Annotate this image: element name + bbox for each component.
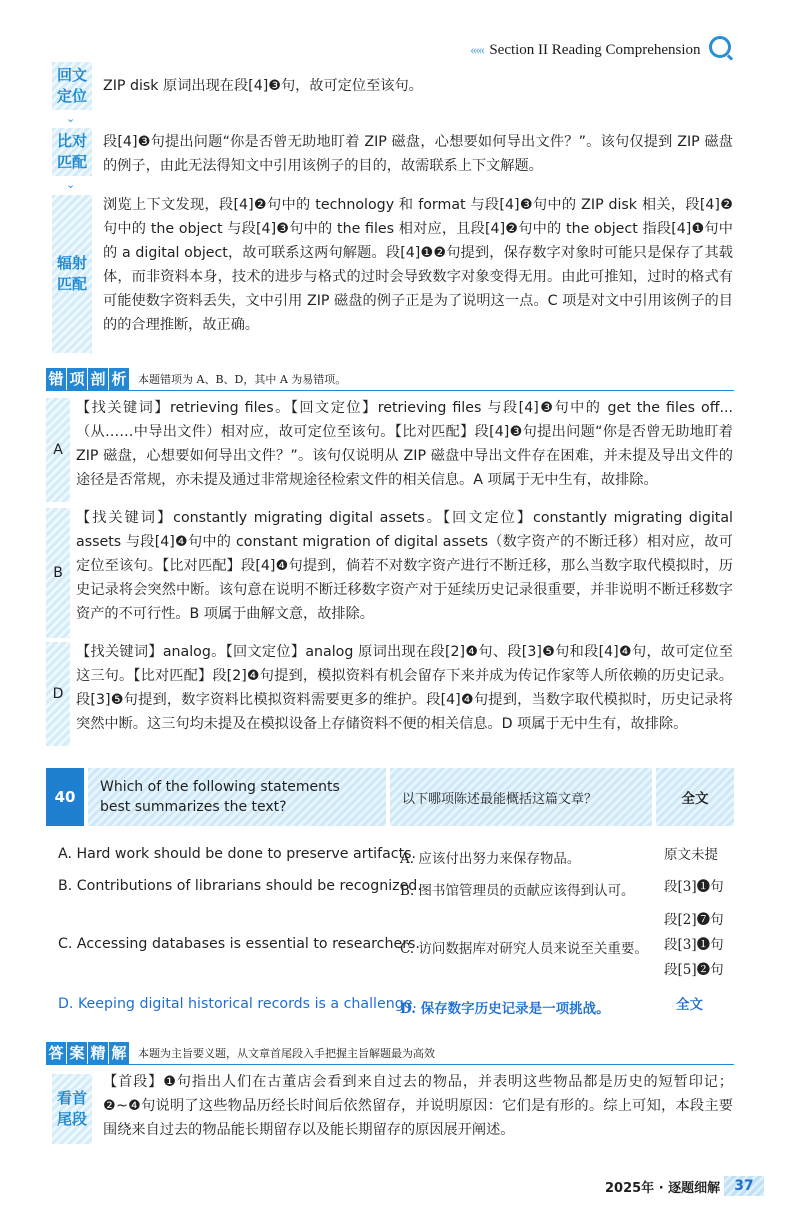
question-en-text: Which of the following statements best summarizes the text?	[100, 779, 340, 815]
answer-title-char: 案	[67, 1042, 87, 1064]
answer-title-char: 精	[88, 1042, 108, 1064]
compare-text: 段[4]❸句提出问题“你是否曾无助地盯着 ZIP 磁盘，心想要如何导出文件？”。该句仅提到 ZIP 磁盘的例子，由此无法得知文中引用该例子的目的，故需联系上下文解题。	[103, 134, 733, 174]
answer-section-header	[46, 1042, 435, 1064]
option-a-en: A. Hard work should be done to preserve artifacts.	[58, 846, 417, 862]
page-number: 37	[724, 1176, 763, 1196]
option-b-source: 段[3]❶句	[664, 879, 724, 895]
first-paragraph-analysis: 【首段】❶句指出人们在古董店会看到来自过去的物品，并表明这些物品都是历史的短暂印记；❷~❹句说明了这些物品历经长时间后依然留存，并说明原因：它们是有形的。综上可知，本段主要围绕来自过去的物品能长期留存以及能长期留存的原因展开阐述。	[103, 1074, 733, 1138]
error-title-char: 剖	[88, 368, 108, 390]
option-d-en-correct: D. Keeping digital historical records is a challenge.	[58, 996, 417, 1012]
option-c-source-1: 段[2]❼句	[664, 912, 724, 928]
error-title-char: 项	[67, 368, 87, 390]
option-b-cn: B. 图书馆管理员的贡献应该得到认可。	[400, 883, 635, 899]
locate-text: ZIP disk 原词出现在段[4]❸句，故可定位至该句。	[103, 78, 423, 94]
chevron-down-icon: ⌄	[66, 112, 76, 125]
tag-locate: 回文定位	[52, 62, 92, 110]
option-c-source-2: 段[3]❶句	[664, 937, 724, 953]
page-footer	[605, 1176, 764, 1196]
tag-skim: 看首尾段	[52, 1074, 92, 1144]
option-d-analysis: 【找关键词】analog。【回文定位】analog 原词出现在段[2]❹句、段[3]❺句和段[4]❹句，故可定位至这三句。【比对匹配】段[2]❹句提到，模拟资料有机会留存下来并成为传记作家等人所依赖的历史记录。段[3]❺句提到，数字资料比模拟资料需要更多的维护。段[4]❹句提到，当数字取代模拟时，历史记录将突然中断。这三句均未提及在模拟设备上存储资料不便的相关信息。D 项属于无中生有，故排除。	[76, 644, 733, 732]
running-header	[470, 36, 790, 60]
chevron-down-icon: ⌄	[66, 178, 76, 191]
option-label-a: A	[46, 398, 70, 502]
answer-title-char: 解	[109, 1042, 129, 1064]
question-scope	[656, 768, 734, 826]
question-en	[88, 768, 386, 826]
option-c-en: C. Accessing databases is essential to researchers.	[58, 936, 420, 952]
option-d-source: 全文	[676, 997, 703, 1013]
error-title-char: 析	[109, 368, 129, 390]
answer-title-char: 答	[46, 1042, 66, 1064]
section-title: Section II Reading Comprehension	[489, 42, 701, 58]
divider	[46, 1064, 734, 1065]
option-a-analysis: 【找关键词】retrieving files。【回文定位】retrieving files 与段[4]❸句中的 get the files off...（从……中导出文件）相对应，故可定位至该句。【比对匹配】段[4]❸句提出问题“你是否曾无助地盯着 ZIP 磁盘，心想要如何导出文件？”。该句仅说明从 ZIP 磁盘中导出文件存在困难，并未提及导出文件的途径是否常规，亦未提及通过非常规途径检索文件的相关信息。A 项属于无中生有，故排除。	[76, 400, 733, 488]
option-a-source: 原文未提	[664, 847, 718, 863]
tag-compare: 比对匹配	[52, 128, 92, 176]
option-c-source-3: 段[5]❷句	[664, 962, 724, 978]
option-d-cn-correct: D. 保存数字历史记录是一项挑战。	[400, 1001, 610, 1017]
arrows-icon: ‹‹‹‹‹	[470, 43, 484, 58]
search-logo-icon	[709, 36, 731, 58]
question-scope-text: 全文	[681, 791, 709, 807]
tag-radiate: 辐射匹配	[52, 195, 92, 353]
question-cn	[390, 768, 652, 826]
option-label-d: D	[46, 642, 70, 746]
question-cn-text: 以下哪项陈述最能概括这篇文章？	[402, 791, 598, 807]
footer-label: 2025年 · 逐题细解	[605, 1180, 721, 1196]
option-a-cn: A. 应该付出努力来保存物品。	[400, 851, 581, 867]
error-section-header	[46, 368, 346, 390]
error-section-note: 本题错项为 A、B、D，其中 A 为易错项。	[138, 373, 347, 386]
radiate-text: 浏览上下文发现，段[4]❷句中的 technology 和 format 与段[4]❸句中的 ZIP disk 相关，段[4]❷句中的 the object 与段[4]❸句中的 the files 相对应，且段[4]❷句中的 the object 指段[4]❶句中的 a digital object，故可联系这两句解题。段[4]❶❷句提到，保存数字对象时可能只是保存了其载体，而非资料本身，技术的进步与格式的过时会导致数字对象变得无用。由此可推知，过时的格式有可能使数字资料丢失，文中引用 ZIP 磁盘的例子正是为了说明这一点。C 项是对文中引用该例子的目的的合理推断，故正确。	[103, 197, 733, 333]
divider	[46, 390, 734, 391]
option-label-b: B	[46, 508, 70, 638]
option-b-en: B. Contributions of librarians should be recognized.	[58, 878, 422, 894]
question-number: 40	[46, 768, 84, 826]
error-title-char: 错	[46, 368, 66, 390]
option-c-cn: C. 访问数据库对研究人员来说至关重要。	[400, 941, 648, 957]
option-b-analysis: 【找关键词】constantly migrating digital assets。【回文定位】constantly migrating digital assets 与段[4]❹句中的 constant migration of digital assets（数字资产的不断迁移）相对应，故可定位至该句。【比对匹配】段[4]❹句提到，倘若不对数字资产进行不断迁移，那么当数字取代模拟时，历史记录将会突然中断。该句意在说明不断迁移数字资产对于延续历史记录很重要，并非说明不断迁移数字资产的不可行性。B 项属于曲解文意，故排除。	[76, 510, 733, 622]
answer-section-note: 本题为主旨要义题，从文章首尾段入手把握主旨解题最为高效	[138, 1047, 435, 1060]
